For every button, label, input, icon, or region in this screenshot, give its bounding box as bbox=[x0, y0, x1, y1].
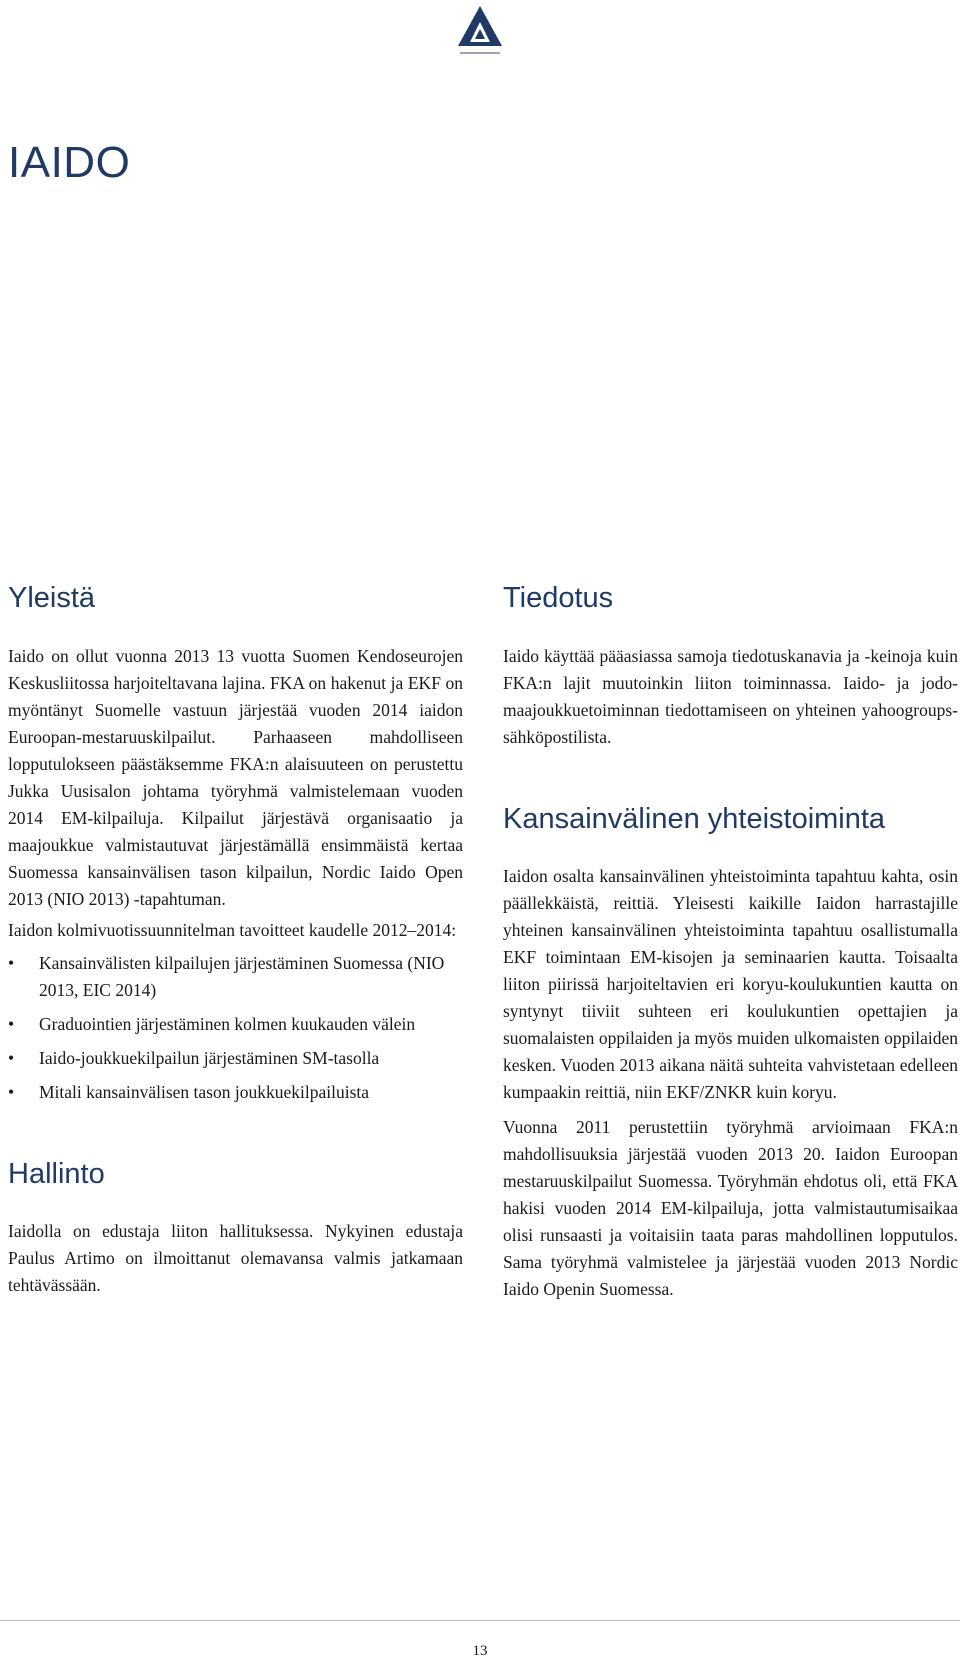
section-heading-international: Kansainvälinen yhteistoiminta bbox=[503, 803, 886, 835]
list-item bbox=[8, 1079, 463, 1106]
international-paragraph-1: Iaidon osalta kansainvälinen yhteistoiminta tapahtuu kahta, osin päällekkäistä, reittiä. Yleisesti kaikille Iaidon harrastajille yhteinen kansainvälinen yhteistoiminta tapahtuu osallistumalla EKF toimintaan EM-kisojen ja seminaarien kautta. Toisaalta liiton piirissä harjoiteltavien eri koryu-koulukuntien kautta on syntynyt tiiviit suhteen eri koulukuntien opettajien ja suomalaisten oppilaiden ja myös muiden ulkomaisten oppilaiden kesken. Vuoden 2013 aikana näitä suhteita vahvistetaan edelleen kumpaakin reittiä, niin EKF/ZNKR kuin koryu. bbox=[503, 866, 958, 1102]
list-item bbox=[8, 950, 463, 1004]
list-item bbox=[8, 1045, 463, 1072]
communication-paragraph: Iaido käyttää pääasiassa samoja tiedotuskanavia ja -keinoja kuin FKA:n lajit muutoinkin liiton toiminnassa. Iaido- ja jodo-maajoukkuetoiminnan tiedottamiseen on yhteinen yahoogroups-sähköpostilista. bbox=[503, 646, 958, 747]
goals-list bbox=[8, 950, 463, 1106]
goal-text: Kansainvälisten kilpailujen järjestäminen Suomessa (NIO 2013, EIC 2014) bbox=[39, 953, 445, 1000]
bullet-marker: • bbox=[8, 1082, 15, 1102]
bullet-marker: • bbox=[8, 953, 15, 973]
section-heading-communication: Tiedotus bbox=[503, 582, 614, 614]
general-paragraph-1: Iaido on ollut vuonna 2013 13 vuotta Suomen Kendoseurojen Keskusliitossa harjoiteltavana lajina. FKA on hakenut ja EKF on myöntänyt Suomelle vastuun järjestää vuoden 2014 iaidon Euroopan-mestaruuskilpailut. Parhaaseen mahdolliseen lopputulokseen päästäksemme FKA:n alaisuuteen on perustettu Jukka Uusisalon johtama työryhmä valmistelemaan vuoden 2014 EM-kilpailuja. Kilpailut järjestävä organisaatio ja maajoukkue valmistautuvat järjestämällä ensimmäistä kertaa Suomessa kansainvälisen tason kilpailun, Nordic Iaido Open 2013 (NIO 2013) -tapahtuman. bbox=[8, 646, 463, 909]
page-number: 13 bbox=[472, 1643, 488, 1659]
section-heading-general: Yleistä bbox=[8, 582, 96, 614]
administration-paragraph: Iaidolla on edustaja liiton hallituksessa. Nykyinen edustaja Paulus Artimo on ilmoittanut olemavansa valmis jatkamaan tehtävässään. bbox=[8, 1221, 463, 1295]
bullet-marker: • bbox=[8, 1048, 15, 1068]
goal-text: Mitali kansainvälisen tason joukkuekilpailuista bbox=[39, 1082, 370, 1102]
goal-text: Graduointien järjestäminen kolmen kuukauden välein bbox=[39, 1014, 416, 1034]
footer-divider bbox=[0, 1620, 960, 1621]
left-column bbox=[8, 582, 463, 1299]
right-column bbox=[503, 582, 958, 1303]
page-title: IAIDO bbox=[8, 138, 131, 187]
triangle-emblem-icon bbox=[450, 2, 510, 62]
goal-text: Iaido-joukkuekilpailun järjestäminen SM-tasolla bbox=[39, 1048, 380, 1068]
list-item bbox=[8, 1011, 463, 1038]
international-paragraph-2: Vuonna 2011 perustettiin työryhmä arvioimaan FKA:n mahdollisuuksia järjestää vuoden 2013 20. Iaidon Euroopan mestaruuskilpailut Suomessa. Työryhmän ehdotus oli, että FKA hakisi vuoden 2014 EM-kilpailuja, jotta valmistautumisaikaa olisi runsaasti ja voitaisiin taata paras mahdollinen lopputulos. Sama työryhmä valmistelee ja järjestää vuoden 2013 Nordic Iaido Openin Suomessa. bbox=[503, 1117, 958, 1299]
section-heading-administration: Hallinto bbox=[8, 1158, 105, 1190]
general-paragraph-2: Iaidon kolmivuotissuunnitelman tavoitteet kaudelle 2012–2014: bbox=[8, 920, 457, 940]
bullet-marker: • bbox=[8, 1014, 15, 1034]
